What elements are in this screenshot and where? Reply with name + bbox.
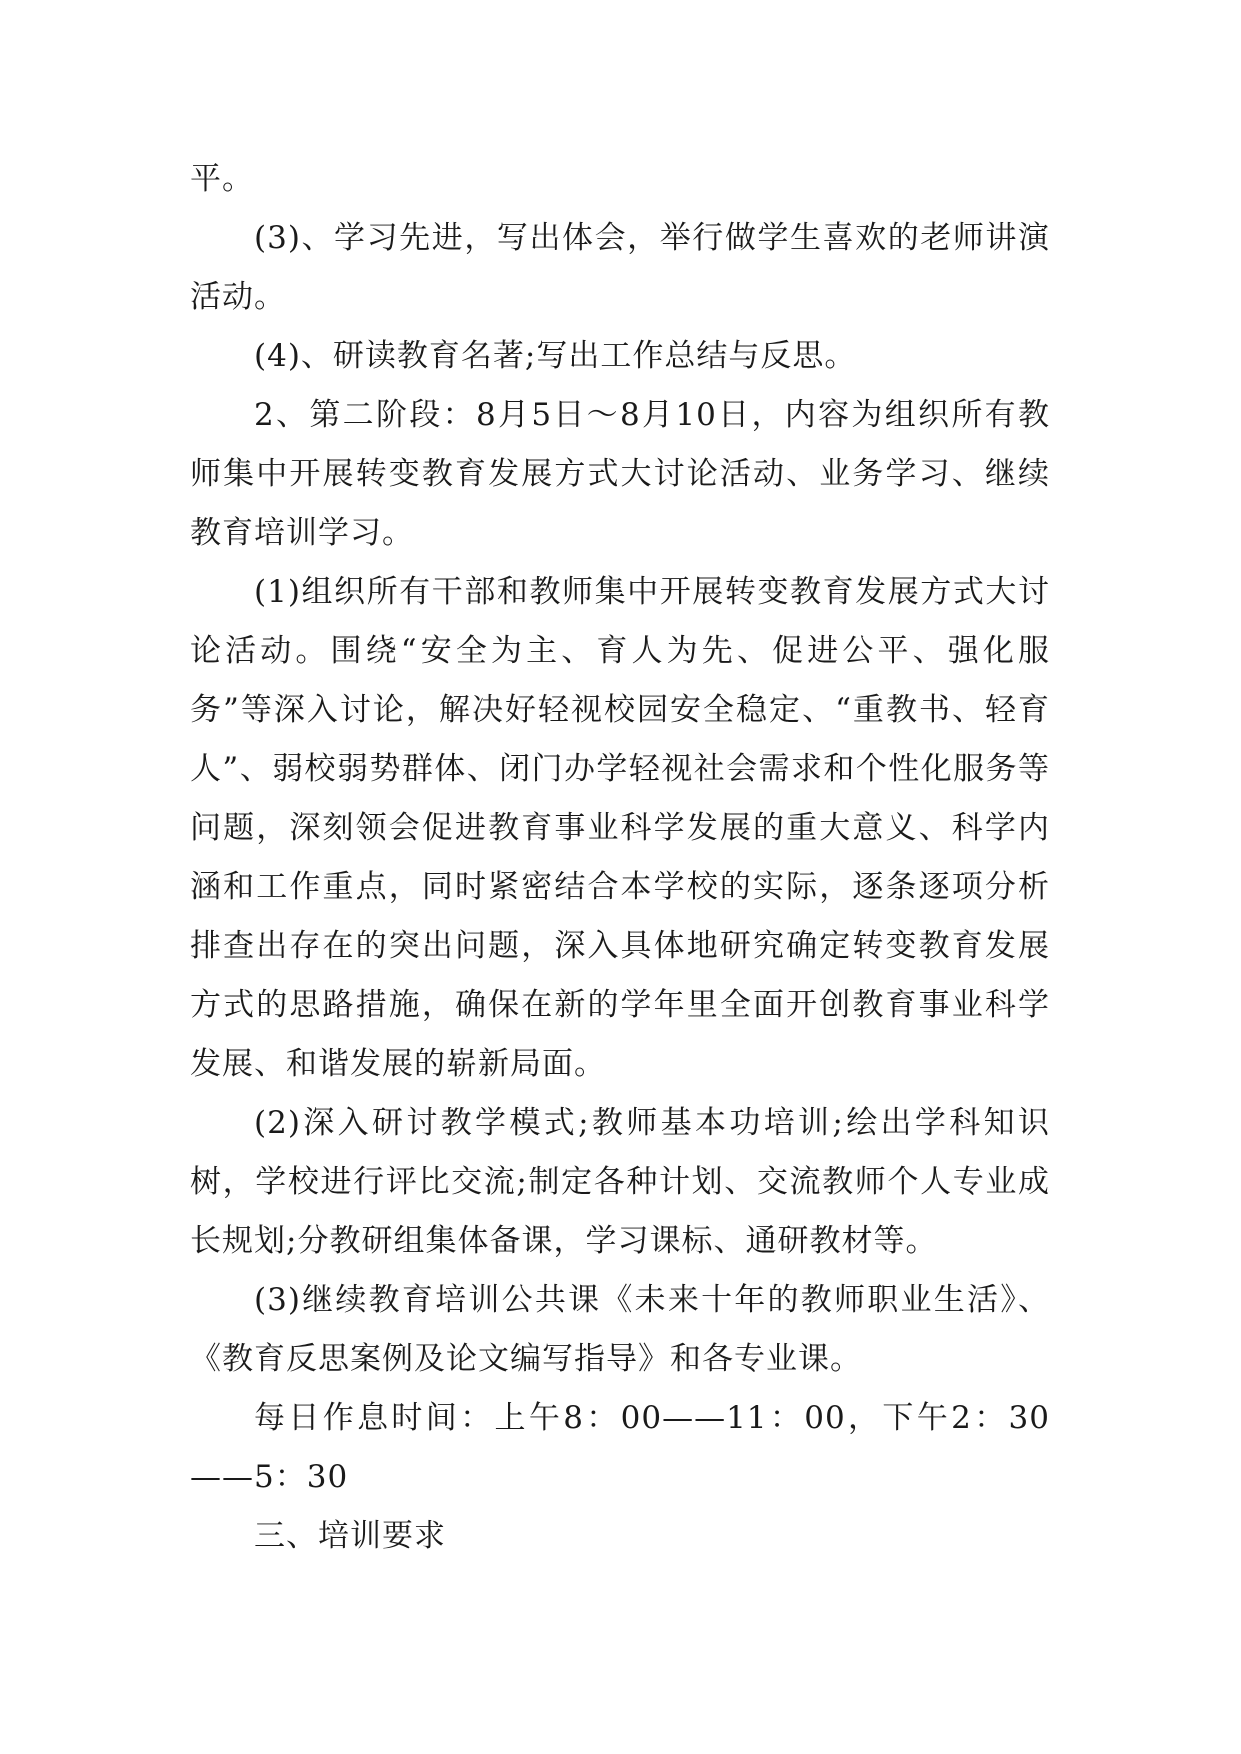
document-body (190, 150, 1050, 1566)
paragraph-item-2-teaching-mode: (2)深入研讨教学模式;教师基本功培训;绘出学科知识树，学校进行评比交流;制定各种计划、交流教师个人专业成长规划;分教研组集体备课，学习课标、通研教材等。 (190, 1105, 1050, 1259)
paragraph-daily-schedule: 每日作息时间：上午8：00——11：00，下午2：30——5：30 (190, 1400, 1050, 1495)
paragraph-stage-two: 2、第二阶段：8月5日～8月10日，内容为组织所有教师集中开展转变教育发展方式大讨论活动、业务学习、继续教育培训学习。 (190, 397, 1050, 551)
paragraph-item-3-continuing-education: (3)继续教育培训公共课《未来十年的教师职业生活》、《教育反思案例及论文编写指导》和各专业课。 (190, 1282, 1050, 1377)
paragraph-continuation: 平。 (190, 161, 254, 197)
paragraph-item-3-study-advanced: (3)、学习先进，写出体会，举行做学生喜欢的老师讲演活动。 (190, 220, 1050, 315)
paragraph-item-1-discussion: (1)组织所有干部和教师集中开展转变教育发展方式大讨论活动。围绕“安全为主、育人为先、促进公平、强化服务”等深入讨论，解决好轻视校园安全稳定、“重教书、轻育人”、弱校弱势群体、闭门办学轻视社会需求和个性化服务等问题，深刻领会促进教育事业科学发展的重大意义、科学内涵和工作重点，同时紧密结合本学校的实际，逐条逐项分析排查出存在的突出问题，深入具体地研究确定转变教育发展方式的思路措施，确保在新的学年里全面开创教育事业科学发展、和谐发展的崭新局面。 (190, 574, 1050, 1082)
section-heading-training-requirements: 三、培训要求 (254, 1518, 446, 1554)
paragraph-item-4-read-classics: (4)、研读教育名著;写出工作总结与反思。 (254, 338, 857, 374)
